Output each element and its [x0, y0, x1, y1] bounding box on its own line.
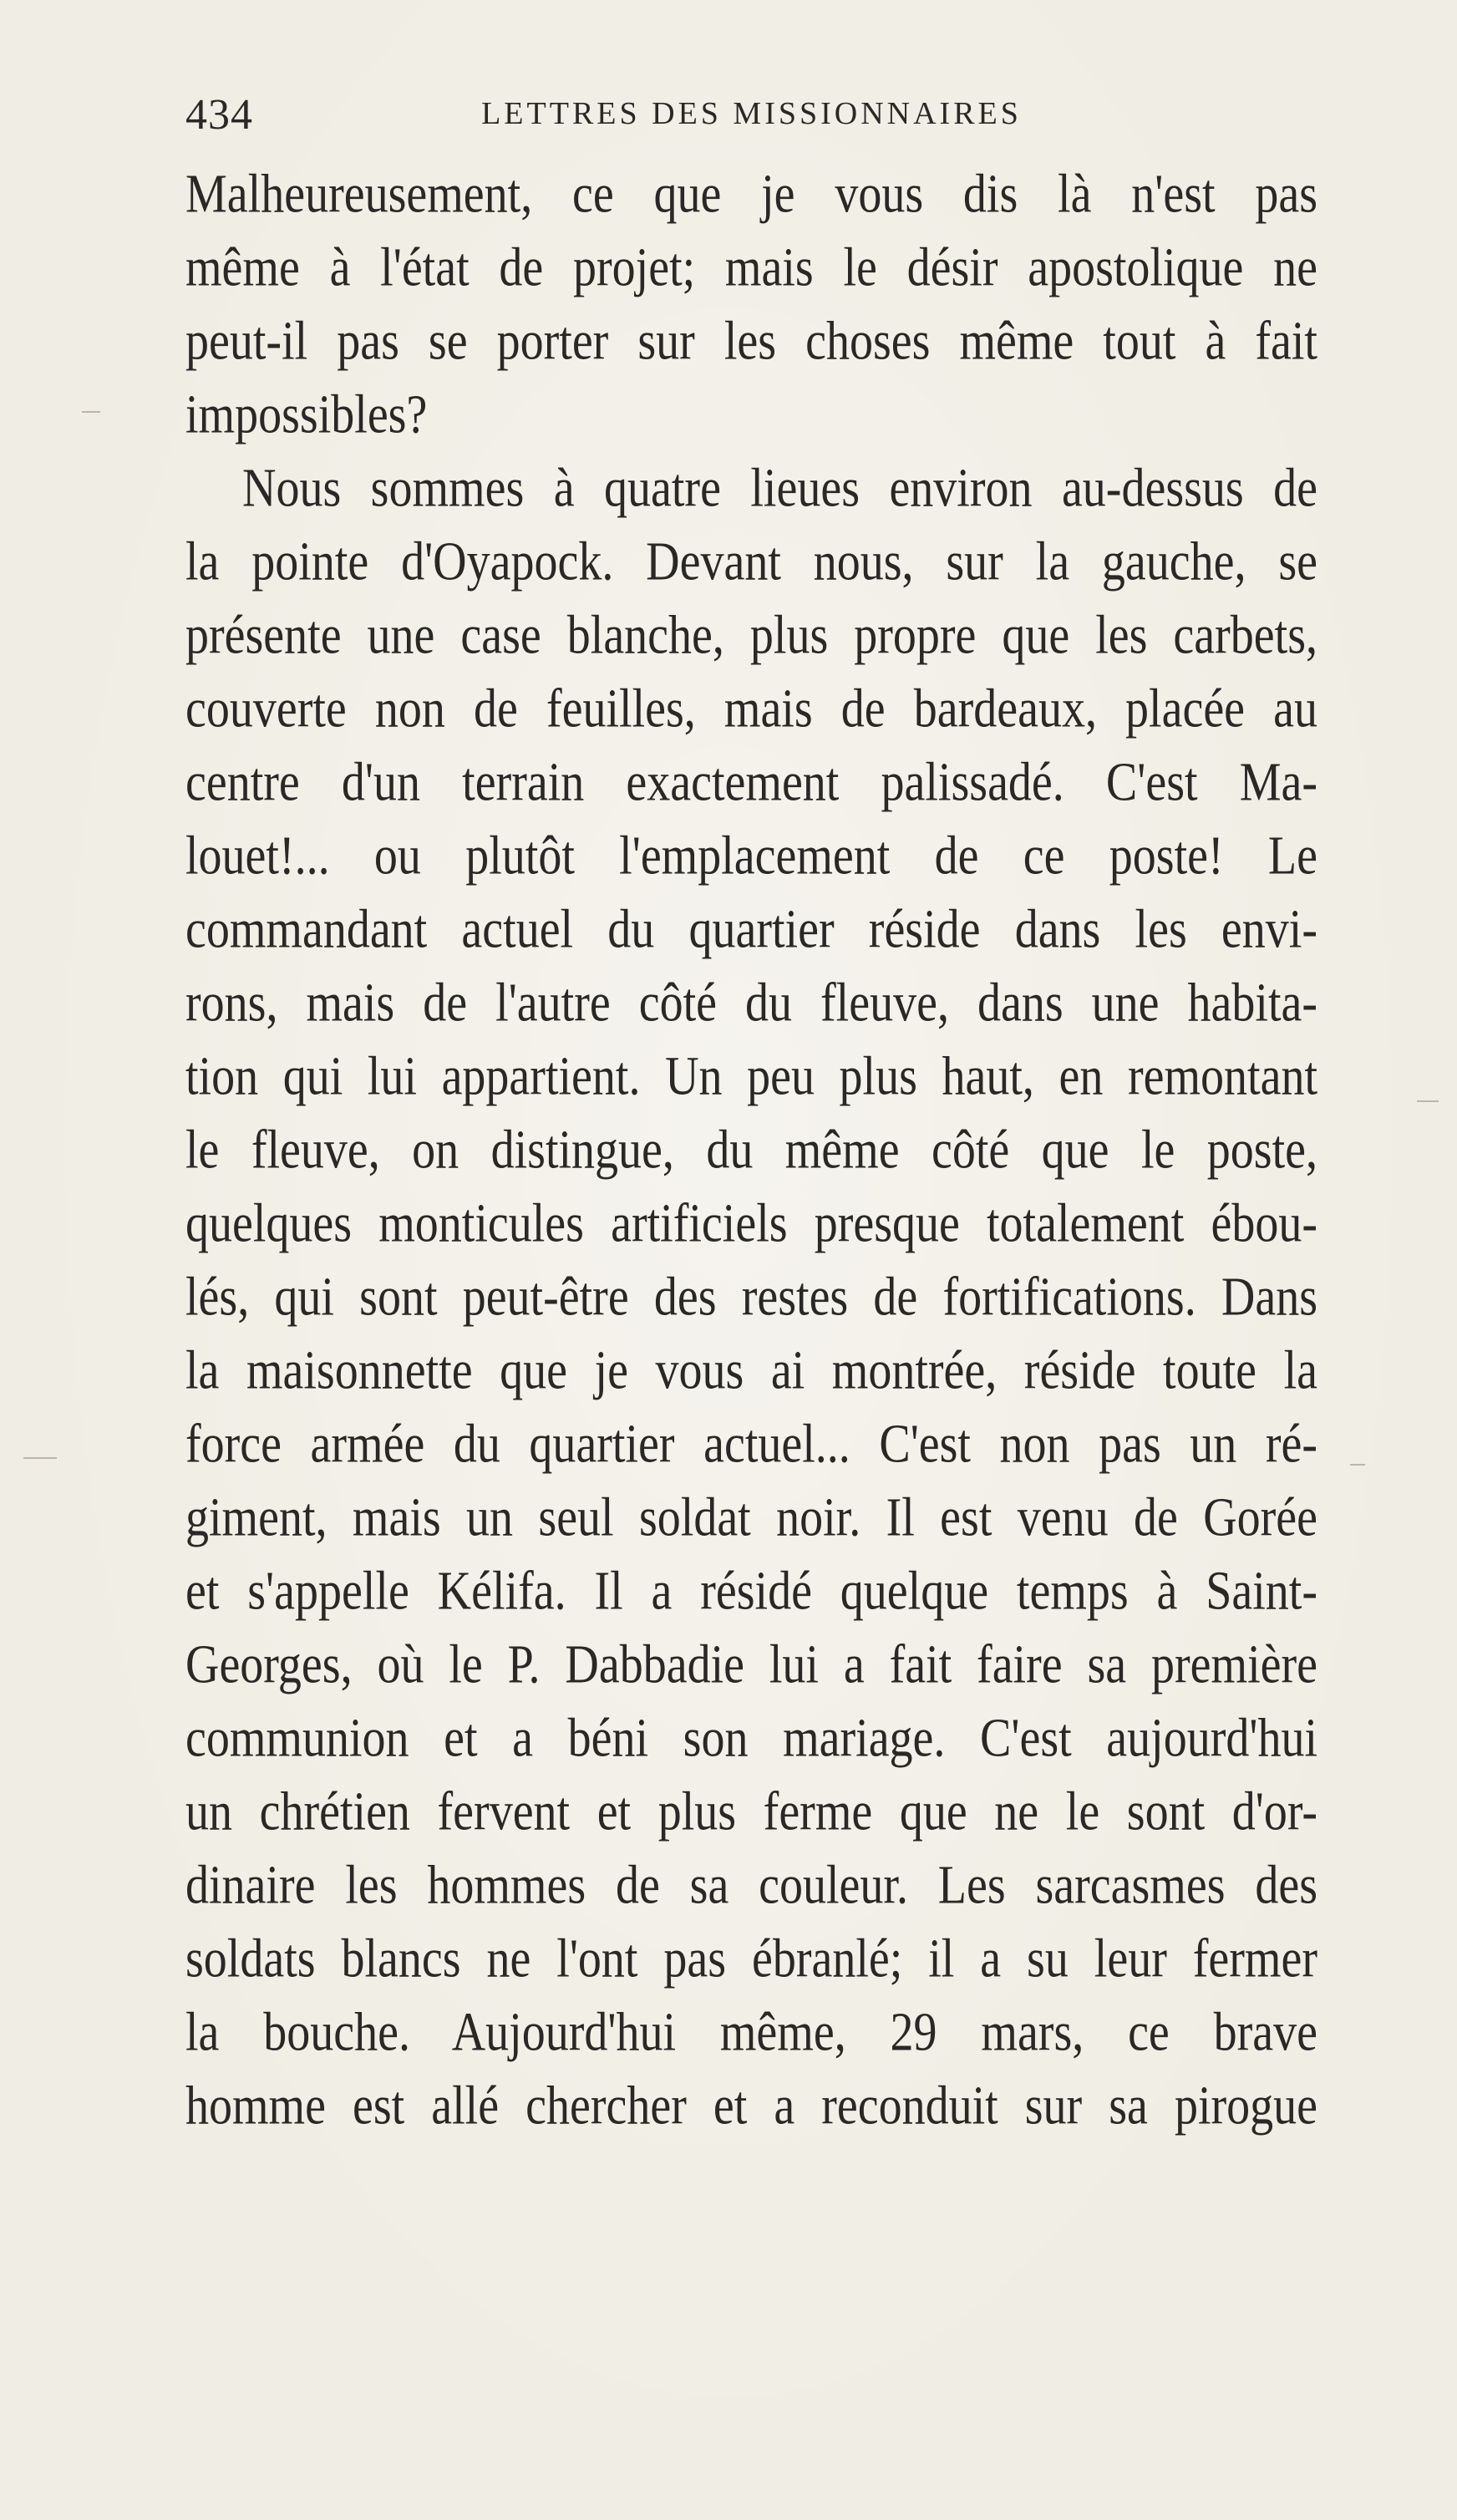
text-line: la bouche. Aujourd'hui même, 29 mars, ce brave [185, 2001, 1317, 2063]
text-line: impossibles? [185, 384, 428, 445]
text-line: homme est allé chercher et a reconduit sur sa pirogue [185, 2075, 1317, 2136]
body-text [185, 159, 1317, 2144]
text-line: lés, qui sont peut-être des restes de fortifications. Dans [185, 1266, 1317, 1328]
margin-mark [1417, 1100, 1439, 1102]
text-line: communion et a béni son mariage. C'est aujourd'hui [185, 1707, 1317, 1769]
margin-mark [82, 411, 100, 413]
text-line: soldats blancs ne l'ont pas ébranlé; il a su leur fermer [185, 1928, 1317, 1989]
text-line: tion qui lui appartient. Un peu plus haut, en remontant [185, 1045, 1317, 1107]
text-line: la pointe d'Oyapock. Devant nous, sur la gauche, se [185, 531, 1317, 592]
page-header [185, 90, 1317, 140]
text-line: Nous sommes à quatre lieues environ au-dessus de [242, 457, 1317, 519]
text-line: présente une case blanche, plus propre que les carbets, [185, 604, 1317, 666]
text-line: la maisonnette que je vous ai montrée, réside toute la [185, 1339, 1317, 1401]
text-line: Malheureusement, ce que je vous dis là n'est pas [185, 163, 1317, 225]
text-line: le fleuve, on distingue, du même côté que le poste, [185, 1119, 1317, 1181]
text-line: même à l'état de projet; mais le désir apostolique ne [185, 236, 1317, 298]
text-line: dinaire les hommes de sa couleur. Les sarcasmes des [185, 1854, 1317, 1916]
text-line: un chrétien fervent et plus ferme que ne le sont d'or- [185, 1781, 1317, 1842]
text-line: Georges, où le P. Dabbadie lui a fait faire sa première [185, 1633, 1317, 1695]
text-line: commandant actuel du quartier réside dans les envi- [185, 898, 1317, 960]
margin-mark [23, 1457, 57, 1459]
text-line: quelques monticules artificiels presque totalement ébou- [185, 1192, 1317, 1254]
text-line: et s'appelle Kélifa. Il a résidé quelque temps à Saint- [185, 1560, 1317, 1622]
margin-mark [1350, 1464, 1365, 1466]
text-line: centre d'un terrain exactement palissadé. C'est Ma- [185, 751, 1317, 813]
text-line: peut-il pas se porter sur les choses même tout à fait [185, 310, 1317, 372]
text-line: louet!... ou plutôt l'emplacement de ce poste! Le [185, 825, 1317, 887]
page-number: 434 [185, 91, 253, 139]
text-line: couverte non de feuilles, mais de bardeaux, placée au [185, 678, 1317, 739]
text-line: giment, mais un seul soldat noir. Il est venu de Gorée [185, 1486, 1317, 1548]
running-head: LETTRES DES MISSIONNAIRES [481, 96, 1022, 131]
text-line: force armée du quartier actuel... C'est non pas un ré- [185, 1413, 1317, 1475]
text-line: rons, mais de l'autre côté du fleuve, dans une habita- [185, 972, 1317, 1034]
